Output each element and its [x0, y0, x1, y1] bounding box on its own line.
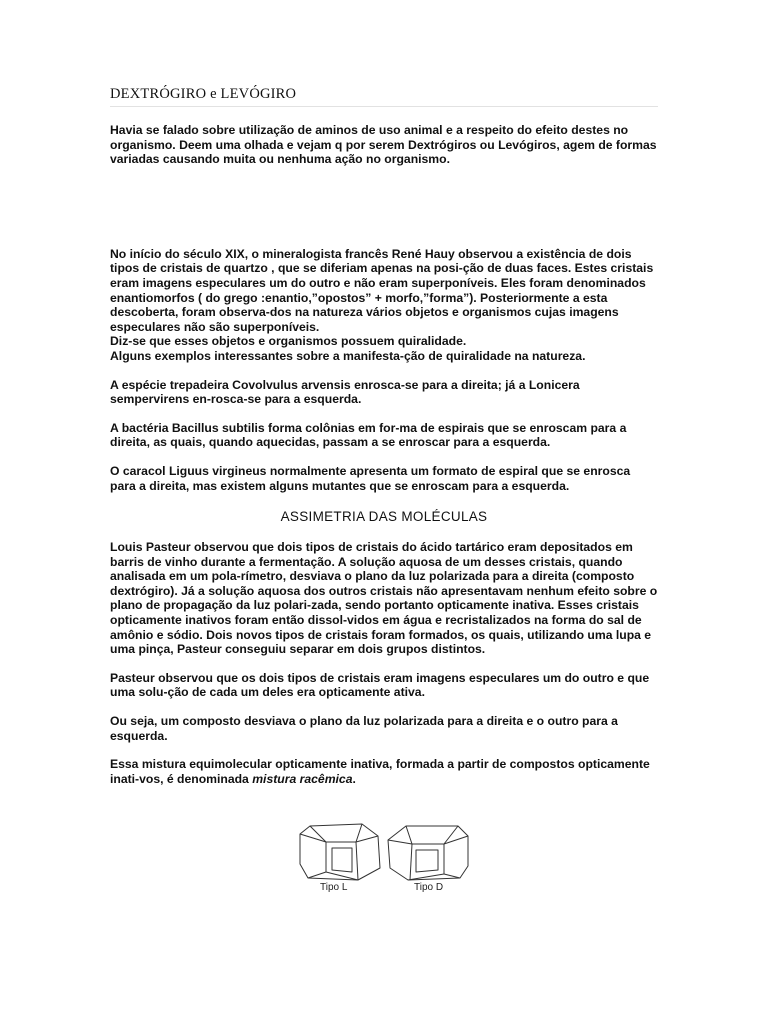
paragraph-ou-seja: Ou seja, um composto desviava o plano da luz polarizada para a direita e o outro para a esquerda. [110, 714, 618, 743]
label-tipo-d: Tipo D [414, 882, 444, 893]
paragraph-trepadeira: A espécie trepadeira Covolvulus arvensis enrosca-se para a direita; já a Lonicera sempervirens en-rosca-se para a esquerda. [110, 377, 580, 407]
crystal-tipo-l [300, 824, 380, 880]
paragraph-bacteria: A bactéria Bacillus subtilis forma colônias em for-ma de espirais que se enroscam para a direita, as quais, quando aquecidas, passam a se enroscar para a esquerda. [110, 420, 627, 450]
document-title: DEXTRÓGIRO e LEVÓGIRO [110, 86, 658, 107]
paragraph-caracol: O caracol Liguus virgineus normalmente apresenta um formato de espiral que se enrosca para a direita, mas existem alguns mutantes que se enroscam para a esquerda. [110, 463, 631, 493]
crystal-drawing [296, 820, 474, 884]
racemic-text-prefix: Essa mistura equimolecular opticamente inativa, formada a partir de compostos opticamente inati-vos, é denominada [110, 757, 650, 786]
paragraph-quiralidade: Diz-se que esses objetos e organismos possuem quiralidade. [110, 334, 467, 349]
paragraph-mistura-racemica [110, 757, 658, 786]
paragraph-exemplos: Alguns exemplos interessantes sobre a manifesta-ção de quiralidade na natureza. [110, 348, 586, 363]
crystal-tipo-d [388, 826, 468, 880]
section-heading: ASSIMETRIA DAS MOLÉCULAS [280, 509, 488, 525]
document-page [110, 86, 658, 786]
label-tipo-l: Tipo L [320, 882, 348, 893]
paragraph-hauy: No início do século XIX, o mineralogista francês René Hauy observou a existência de dois tipos de cristais de quartzo , que se diferiam apenas na posi-ção de duas faces. Estes cristais eram imagens especulares um do outro e não eram superponíveis. Eles foram denominados enantiomorfos ( do grego :enantio,”opostos” + morfo,”forma”). Posteriormente a esta descoberta, foram observa-dos na natureza vários objetos e organismos cujas imagens especulares não são superponíveis. [110, 246, 654, 334]
racemic-emphasis: mistura racêmica [252, 771, 353, 786]
racemic-text-suffix: . [352, 771, 356, 786]
paragraph-imagens-especulares: Pasteur observou que os dois tipos de cristais eram imagens especulares um do outro e que uma solu-ção de cada um deles era opticamente ativa. [110, 670, 650, 700]
paragraph-pasteur: Louis Pasteur observou que dois tipos de cristais do ácido tartárico eram depositados em barris de vinho durante a fermentação. A solução aquosa de um desses cristais, quando analisada em um pola-rímetro, desviava o plano da luz polarizada para a direita (composto dextrógiro). Já a solução aquosa dos outros cristais não apresentavam nenhum efeito sobre o plano de propagação da luz polari-zada, sendo portanto opticamente inativa. Esses cristais opticamente inativos foram então dissol-vidos em água e recristalizados na forma do sal de amônio e sódio. Dois novos tipos de cristais foram formados, os quais, utilizando uma lupa e uma pinça, Pasteur conseguiu separar em dois grupos distintos. [110, 540, 658, 657]
intro-paragraph: Havia se falado sobre utilização de aminos de uso animal e a respeito do efeito destes no organismo. Deem uma olhada e vejam q por serem Dextrógiros ou Levógiros, agem de formas variadas causando muita ou nenhuma ação no organismo. [110, 123, 657, 167]
crystal-figure [296, 820, 474, 900]
